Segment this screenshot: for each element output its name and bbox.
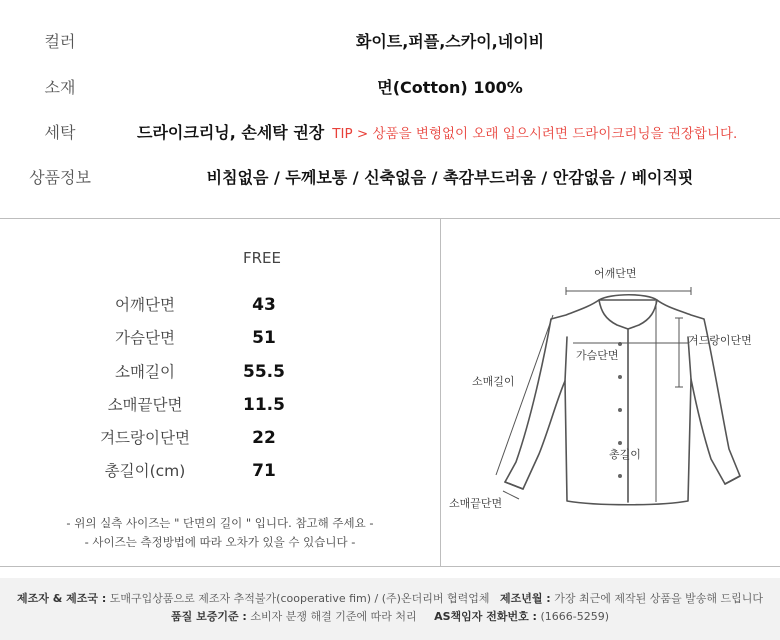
size-table [0, 219, 440, 566]
size-label: 겨드랑이단면 [100, 429, 190, 447]
size-value: 71 [252, 461, 276, 481]
info-label: 컬러 [44, 32, 76, 51]
shirt-cuff [505, 482, 523, 489]
size-row [0, 357, 440, 387]
info-label: 세탁 [44, 123, 76, 142]
quality-label: 품질 보증기준 : [171, 610, 247, 623]
shirt-body [505, 300, 740, 505]
sleeve-seam [565, 337, 567, 381]
footer [0, 578, 780, 640]
size-note: - 사이즈는 측정방법에 따라 오차가 있을 수 있습니다 - [84, 535, 356, 549]
maker-label: 제조자 & 제조국 : [17, 592, 107, 605]
size-value: 22 [252, 428, 276, 448]
info-value: 면(Cotton) 100% [377, 78, 523, 97]
label-shoulder: 어깨단면 [594, 267, 637, 280]
divider [0, 566, 780, 567]
cuff-measure-line [503, 491, 519, 499]
as-value: (1666-5259) [540, 610, 609, 623]
product-info [0, 0, 780, 218]
label-total: 총길이 [609, 448, 641, 461]
shirt-button [618, 474, 622, 478]
info-value: 비침없음 / 두께보통 / 신축없음 / 촉감부드러움 / 안감없음 / 베이직핏 [206, 168, 694, 187]
washing-tip: TIP > 상품을 변형없이 오래 입으시려면 드라이크리닝을 권장합니다. [332, 126, 738, 142]
sleeve-measure-line [496, 315, 553, 475]
as-label: AS책임자 전화번호 : [434, 610, 537, 623]
shirt-button [618, 408, 622, 412]
shirt-button [618, 441, 622, 445]
maker-value: 도매구입상품으로 제조자 추적불가(cooperative fim) / (주)온더리버 협력업체 [109, 592, 490, 605]
label-cuff: 소매끝단면 [449, 497, 503, 510]
size-row [0, 290, 440, 320]
size-row [0, 390, 440, 420]
size-row [0, 323, 440, 353]
size-label: 총길이(cm) [104, 462, 186, 480]
info-value: 화이트,퍼플,스카이,네이비 [355, 32, 545, 51]
info-row-material [0, 73, 780, 103]
size-label: 가슴단면 [115, 329, 175, 347]
label-chest: 가슴단면 [576, 349, 619, 362]
size-value: 51 [252, 328, 276, 348]
footer-line [0, 590, 780, 606]
info-row-color [0, 27, 780, 57]
info-row-washing [0, 118, 780, 148]
measurement-diagram [441, 219, 780, 566]
size-value: 43 [252, 295, 276, 315]
footer-line [0, 608, 780, 624]
date-value: 가장 최근에 제작된 상품을 발송해 드립니다 [554, 592, 763, 605]
washing-text: 드라이크리닝, 손세탁 권장 [137, 123, 325, 142]
shirt-button [618, 375, 622, 379]
info-label: 상품정보 [29, 168, 91, 187]
size-label: 소매끝단면 [107, 396, 183, 414]
size-row [0, 423, 440, 453]
size-row [0, 456, 440, 486]
size-value: 55.5 [243, 362, 285, 382]
size-value: 11.5 [243, 395, 285, 415]
shirt-cuff [725, 476, 740, 484]
size-note: - 위의 실측 사이즈는 " 단면의 길이 " 입니다. 참고해 주세요 - [66, 516, 374, 530]
date-label: 제조년월 : [499, 592, 551, 605]
info-label: 소재 [44, 78, 76, 97]
size-label: 어깨단면 [115, 296, 175, 314]
label-armpit: 겨드랑이단면 [688, 334, 752, 347]
label-sleeve: 소매길이 [472, 375, 515, 388]
quality-value: 소비자 분쟁 해결 기준에 따라 처리 [250, 610, 417, 623]
size-header: FREE [242, 249, 281, 267]
info-value [137, 118, 780, 149]
info-row-details [0, 163, 780, 193]
size-label: 소매길이 [115, 363, 175, 381]
